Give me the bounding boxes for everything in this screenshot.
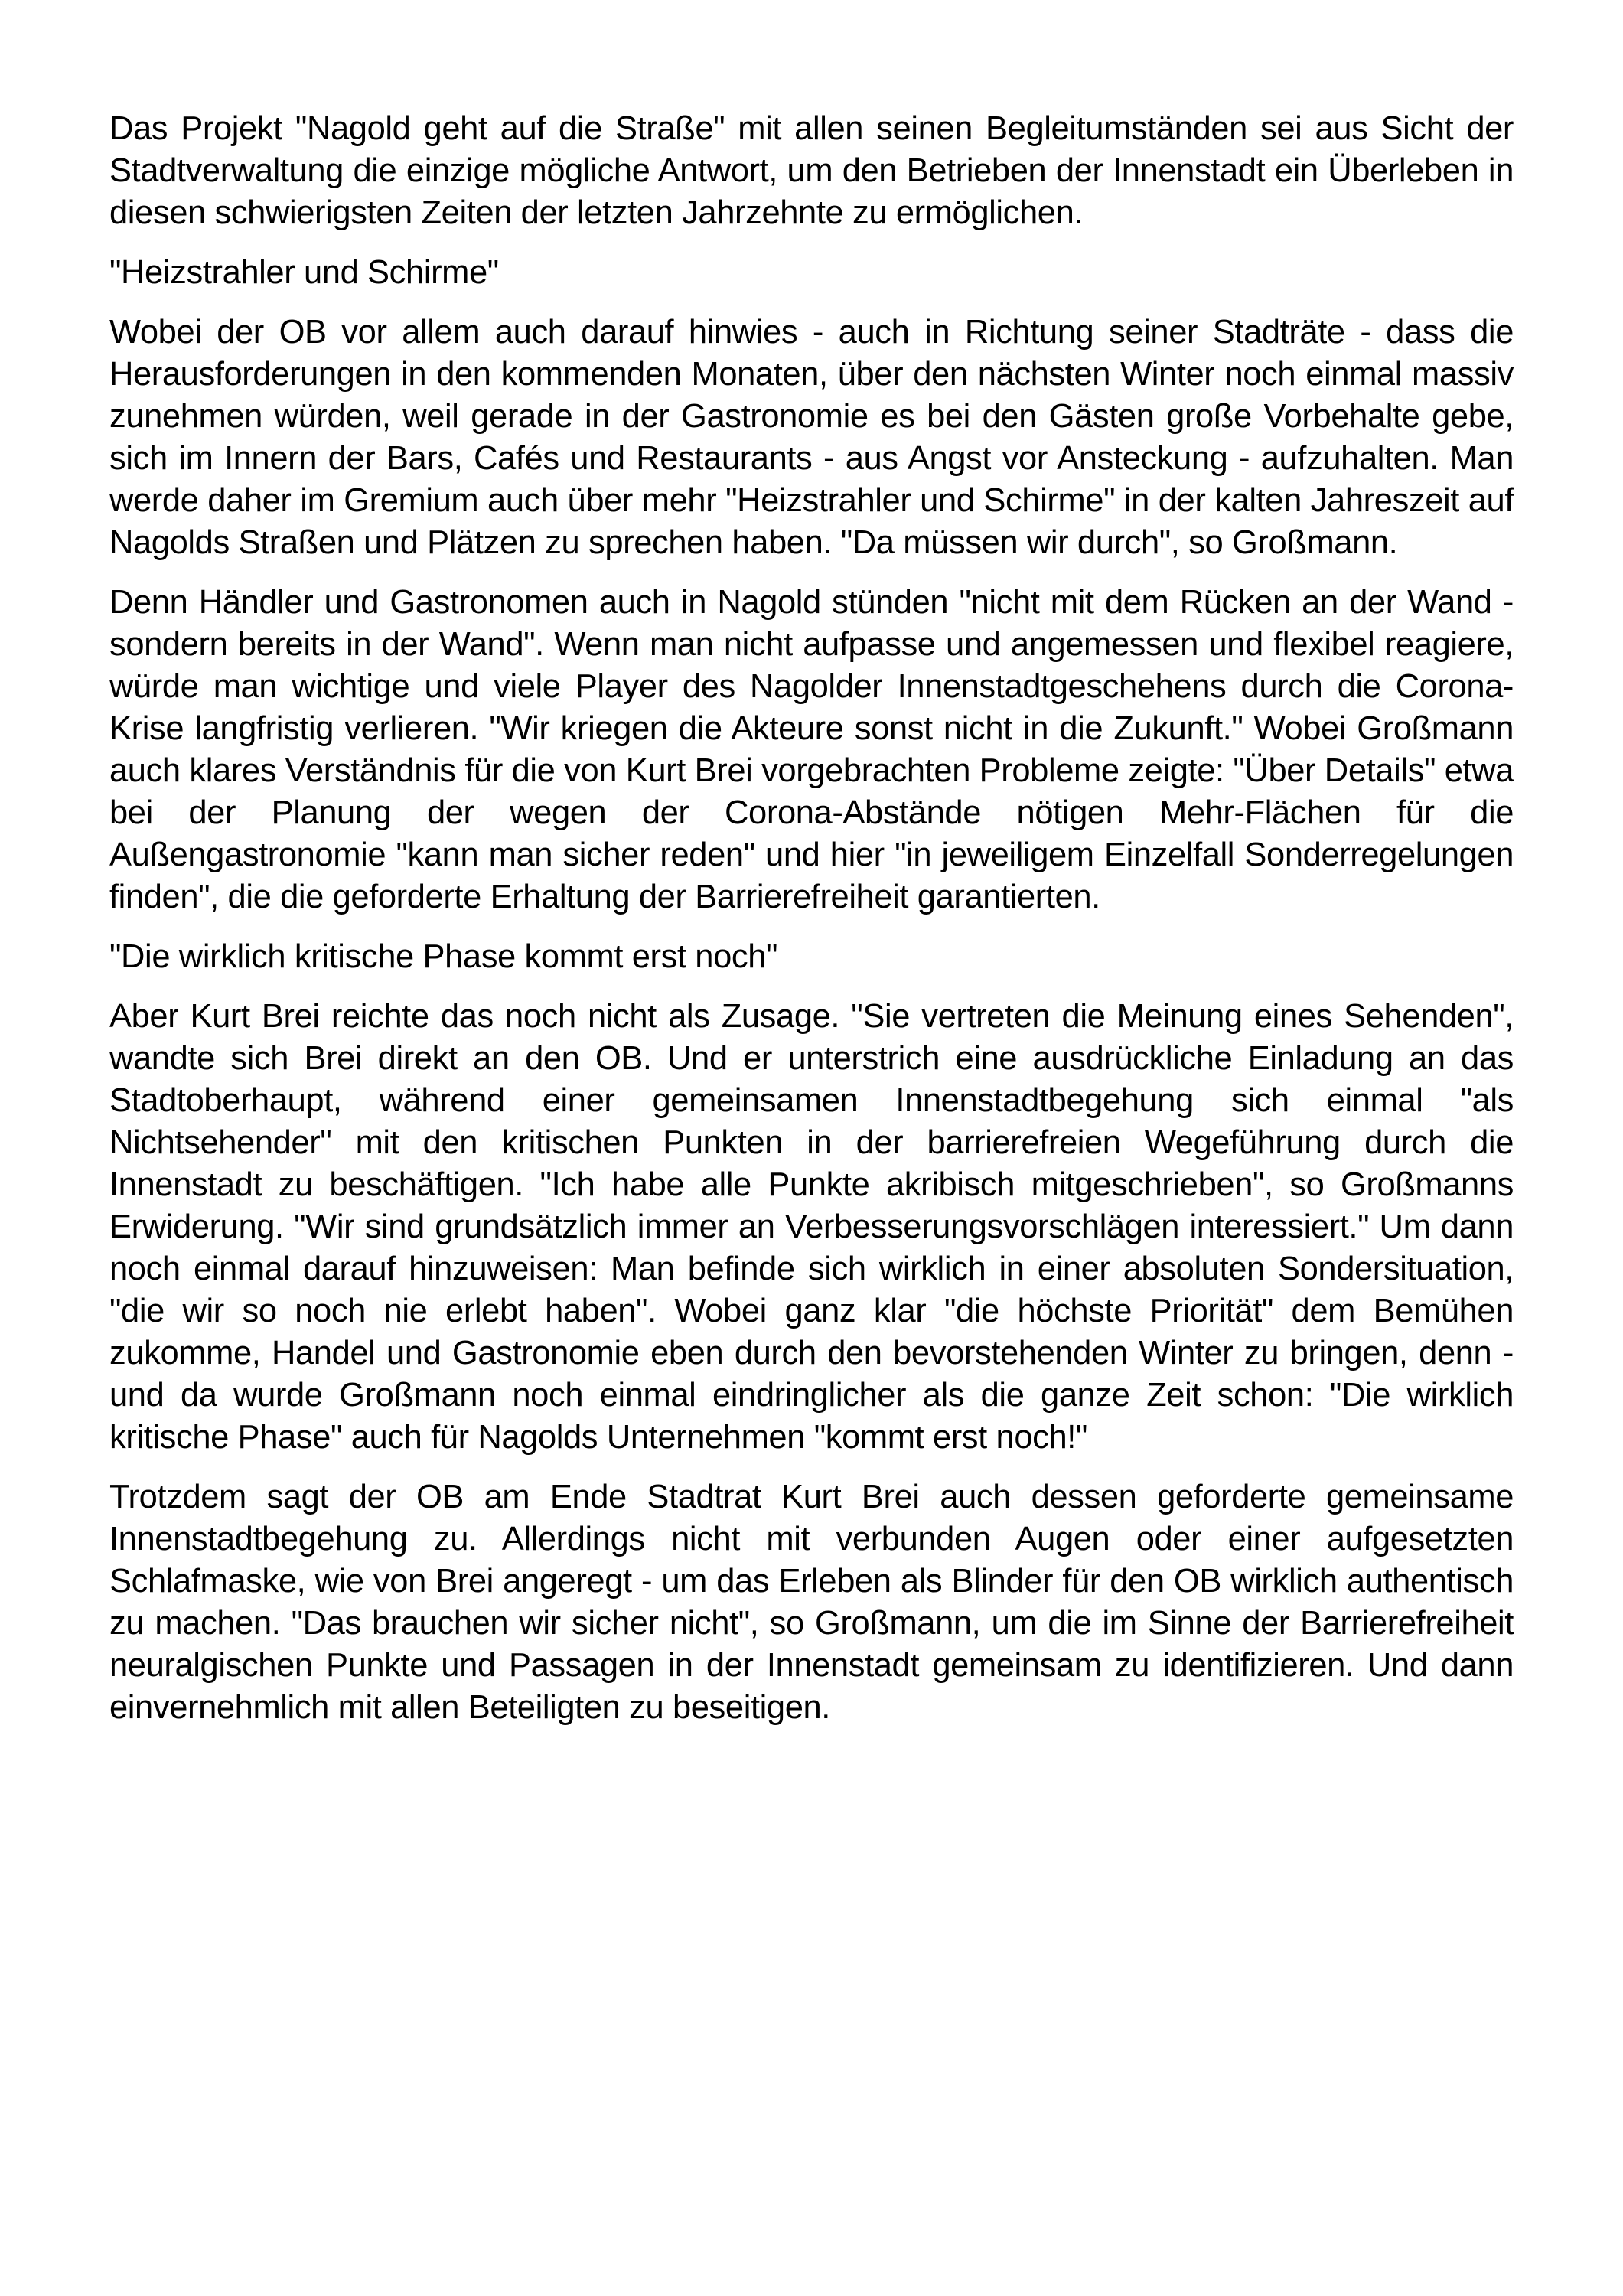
paragraph-ob-challenges: Wobei der OB vor allem auch darauf hinwies - auch in Richtung seiner Stadträte - dass die Herausforderungen in den kommenden Monaten, über den nächsten Winter noch einmal massiv zunehmen würden, weil gerade in der Gastronomie es bei den Gästen große Vorbehalte gebe, sich im Innern der Bars, Cafés und Restaurants - aus Angst vor Ansteckung - aufzuhalten. Man werde daher im Gremium auch über mehr "Heizstrahler und Schirme" in der kalten Jahreszeit auf Nagolds Straßen und Plätzen zu sprechen haben. "Da müssen wir durch", so Großmann. xyxy=(109,314,1514,561)
paragraph-innenstadtbegehung: Trotzdem sagt der OB am Ende Stadtrat Kurt Brei auch dessen geforderte gemeinsame Innenstadtbegehung zu. Allerdings nicht mit verbunden Augen oder einer aufgesetzten Schlafmaske, wie von Brei angeregt - um das Erleben als Blinder für den OB wirklich authentisch zu machen. "Das brauchen wir sicher nicht", so Großmann, um die im Sinne der Barrierefreiheit neuralgischen Punkte und Passagen in der Innenstadt gemeinsam zu identifizieren. Und dann einvernehmlich mit allen Beteiligten zu beseitigen. xyxy=(109,1479,1514,1726)
paragraph-kurt-brei: Aber Kurt Brei reichte das noch nicht als Zusage. "Sie vertreten die Meinung eines Sehenden", wandte sich Brei direkt an den OB. Und er unterstrich eine ausdrückliche Einladung an das Stadtoberhaupt, während einer gemeinsamen Innenstadtbegehung sich einmal "als Nichtsehender" mit den kritischen Punkten in der barrierefreien Wegeführung durch die Innenstadt zu beschäftigen. "Ich habe alle Punkte akribisch mitgeschrieben", so Großmanns Erwiderung. "Wir sind grundsätzlich immer an Verbesserungsvorschlägen interessiert." Um dann noch einmal darauf hinzuweisen: Man befinde sich wirklich in einer absoluten Sondersituation, "die wir so noch nie erlebt haben". Wobei ganz klar "die höchste Priorität" dem Bemühen zukomme, Handel und Gastronomie eben durch den bevorstehenden Winter zu bringen, denn - und da wurde Großmann noch einmal eindringlicher als die ganze Zeit schon: "Die wirklich kritische Phase" auch für Nagolds Unternehmen "kommt erst noch!" xyxy=(109,998,1514,1456)
paragraph-project-nagold: Das Projekt "Nagold geht auf die Straße" mit allen seinen Begleitumständen sei aus Sicht der Stadtverwaltung die einzige mögliche Antwort, um den Betrieben der Innenstadt ein Überleben in diesen schwierigsten Zeiten der letzten Jahrzehnte zu ermöglichen. xyxy=(109,110,1514,231)
subheading-heizstrahler: "Heizstrahler und Schirme" xyxy=(109,254,499,291)
document-page xyxy=(109,108,1514,1746)
subheading-kritische-phase: "Die wirklich kritische Phase kommt erst noch" xyxy=(109,938,778,975)
paragraph-haendler-gastronomen: Denn Händler und Gastronomen auch in Nagold stünden "nicht mit dem Rücken an der Wand - sondern bereits in der Wand". Wenn man nicht aufpasse und angemessen und flexibel reagiere, würde man wichtige und viele Player des Nagolder Innenstadtgeschehens durch die Corona-Krise langfristig verlieren. "Wir kriegen die Akteure sonst nicht in die Zukunft." Wobei Großmann auch klares Verständnis für die von Kurt Brei vorgebrachten Probleme zeigte: "Über Details" etwa bei der Planung der wegen der Corona-Abstände nötigen Mehr-Flächen für die Außengastronomie "kann man sicher reden" und hier "in jeweiligem Einzelfall Sonderregelungen finden", die die geforderte Erhaltung der Barrierefreiheit garantierten. xyxy=(109,584,1514,915)
